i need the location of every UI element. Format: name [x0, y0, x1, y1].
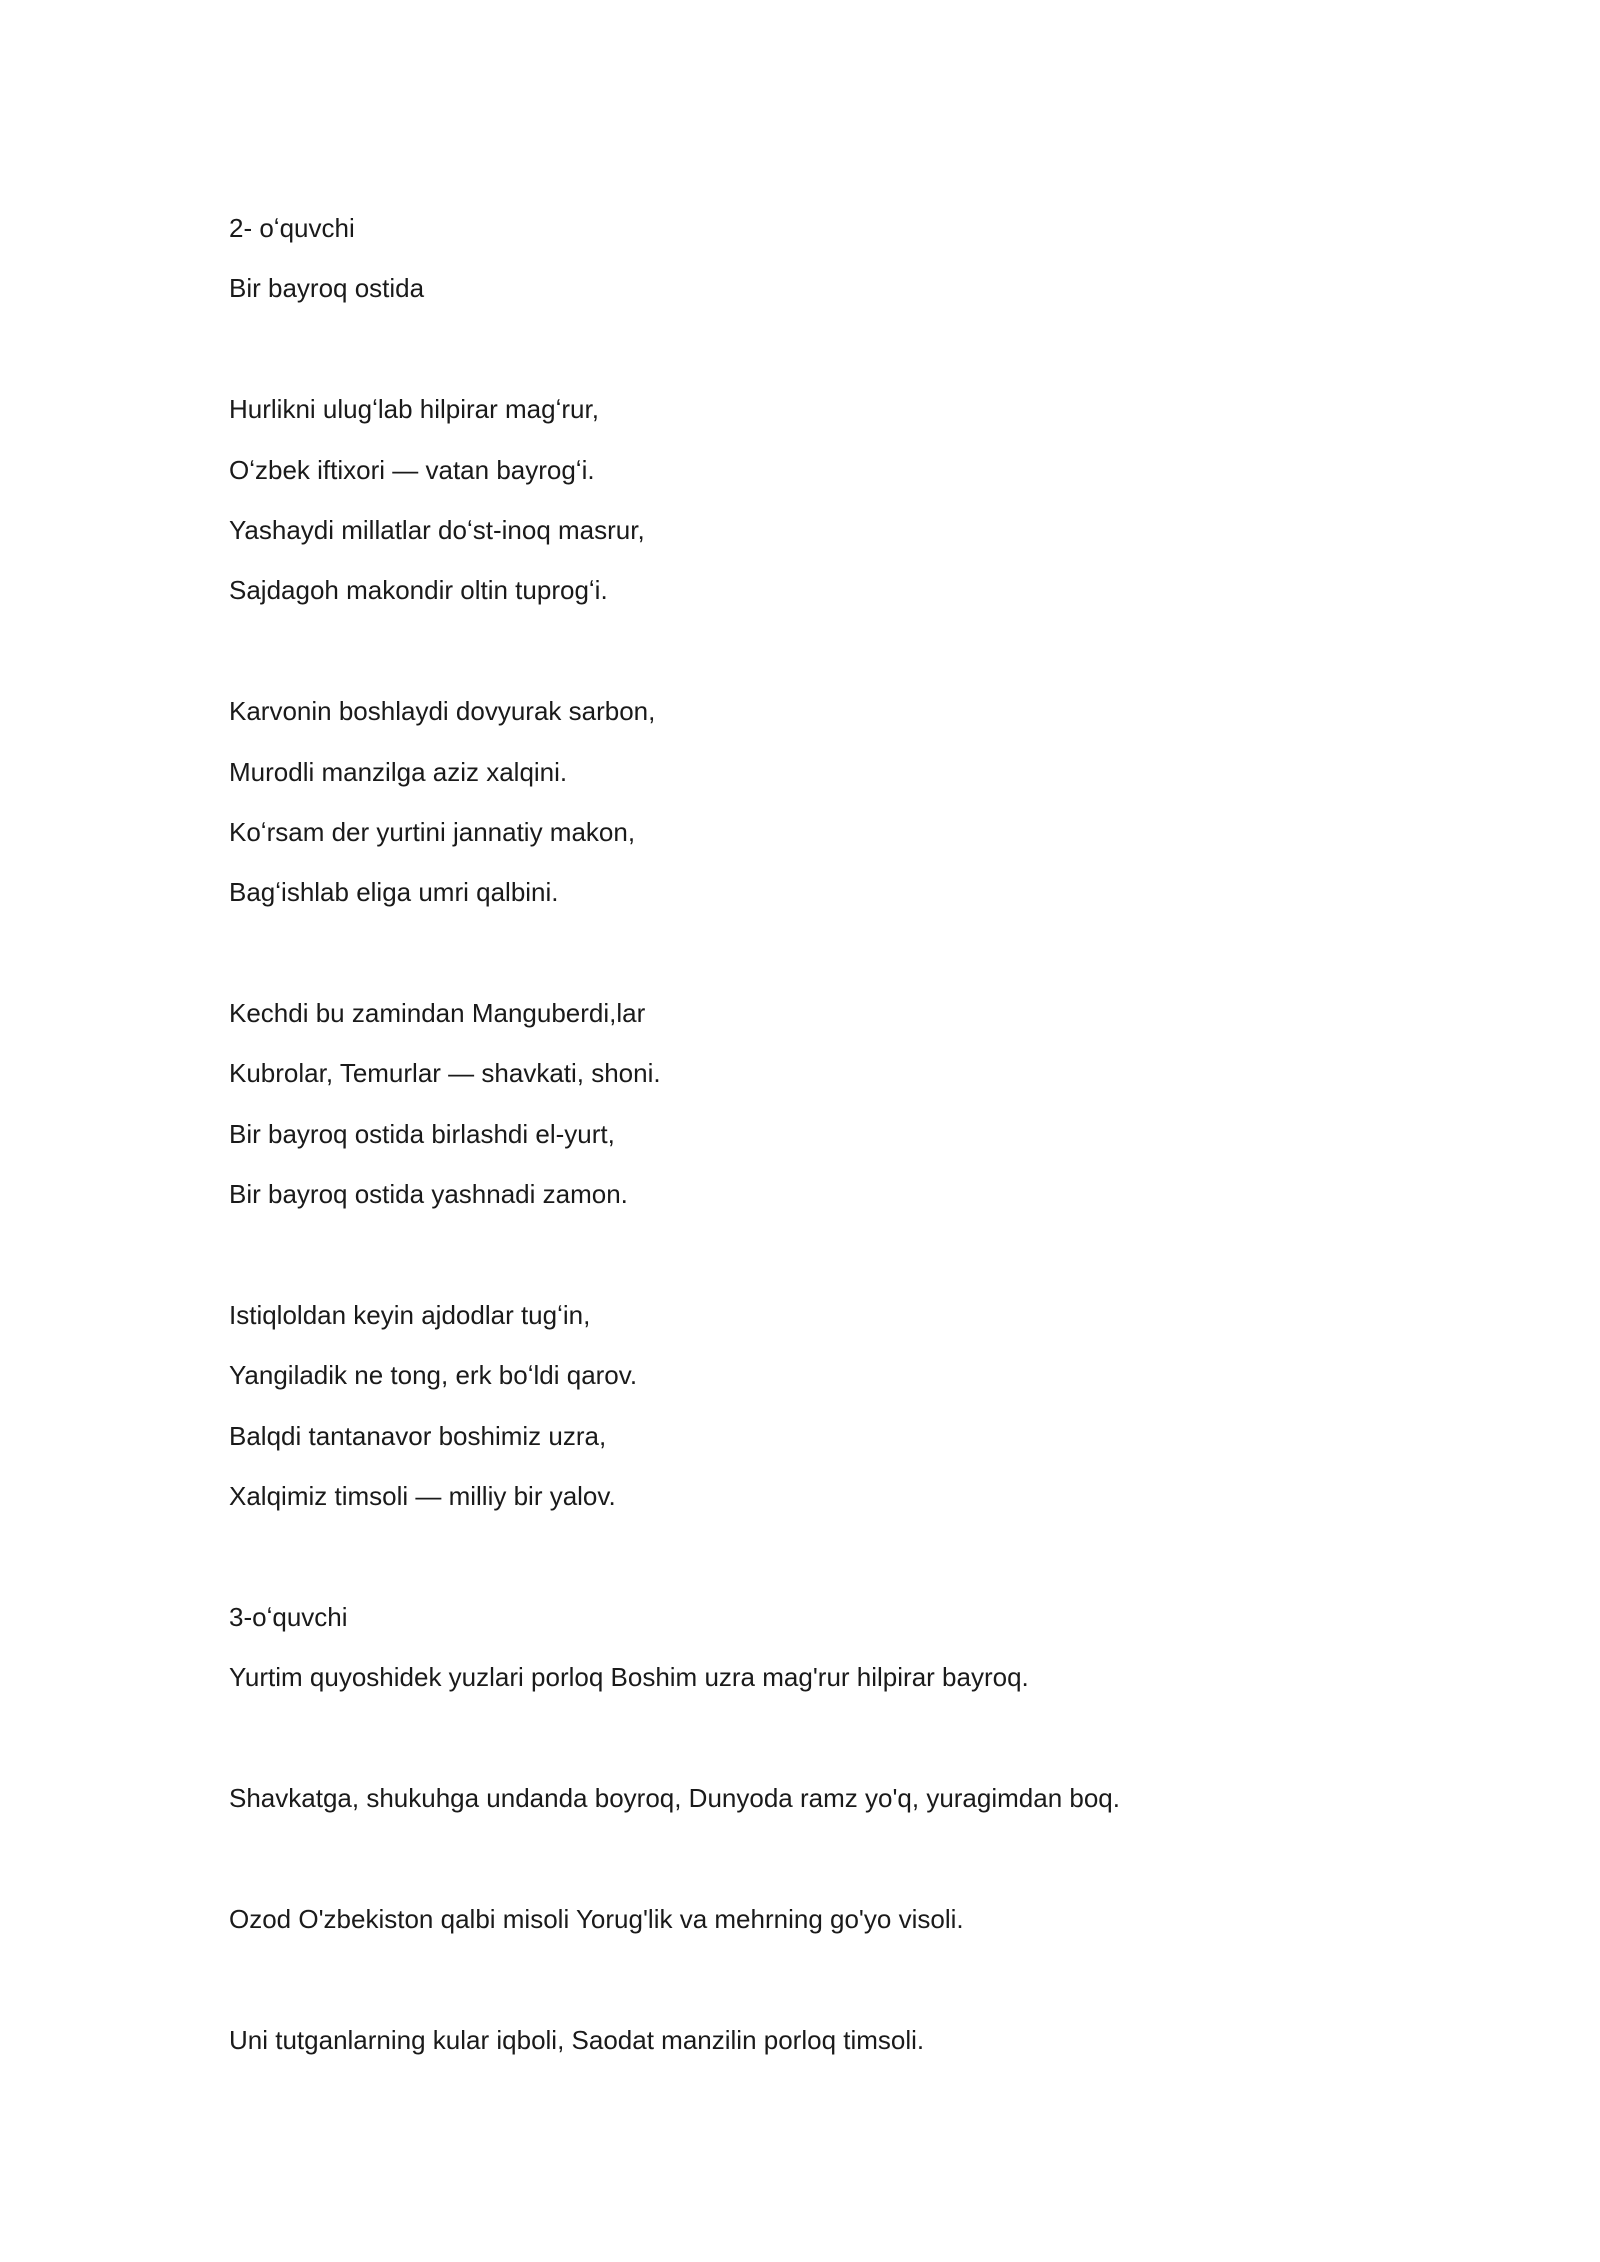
poem-line: Kechdi bu zamindan Manguberdi,lar — [229, 998, 646, 1029]
document-body — [229, 213, 1429, 2085]
poem-line: Koʻrsam der yurtini jannatiy makon, — [229, 816, 636, 847]
poem-line: Oʻzbek iftixori — vatan bayrogʻi. — [229, 454, 595, 485]
poem-line: Bir bayroq ostida birlashdi el-yurt, — [229, 1118, 615, 1149]
poem-line: Yangiladik ne tong, erk boʻldi qarov. — [229, 1360, 638, 1391]
blank-line — [229, 334, 1429, 364]
blank-line — [229, 938, 1429, 968]
poem-line: Istiqloldan keyin ajdodlar tugʻin, — [229, 1300, 591, 1331]
poem-line: Bagʻishlab eliga umri qalbini. — [229, 877, 559, 908]
poem-line: Kubrolar, Temurlar — shavkati, shoni. — [229, 1058, 661, 1089]
poem-line: Murodli manzilga aziz xalqini. — [229, 756, 568, 787]
poem-line: Karvonin boshlaydi dovyurak sarbon, — [229, 696, 656, 727]
blank-line — [229, 1542, 1429, 1572]
poem-line: Ozod O'zbekiston qalbi misoli Yorug'lik va mehrning go'yo visoli. — [229, 1903, 964, 1934]
speaker-label: 3-oʻquvchi — [229, 1601, 348, 1632]
blank-line — [229, 1844, 1429, 1874]
poem-line: Shavkatga, shukuhga undanda boyroq, Dunyoda ramz yo'q, yuragimdan boq. — [229, 1783, 1120, 1814]
poem-line: Sajdagoh makondir oltin tuprogʻi. — [229, 575, 608, 606]
blank-line — [229, 1240, 1429, 1270]
poem-line: Bir bayroq ostida yashnadi zamon. — [229, 1179, 628, 1210]
speaker-label: 2- oʻquvchi — [229, 213, 355, 243]
blank-line — [229, 1723, 1429, 1753]
poem-line: Yurtim quyoshidek yuzlari porloq Boshim uzra mag'rur hilpirar bayroq. — [229, 1662, 1029, 1693]
poem-title: Bir bayroq ostida — [229, 273, 425, 304]
poem-line: Xalqimiz timsoli — milliy bir yalov. — [229, 1481, 616, 1512]
poem-line: Yashaydi millatlar doʻst-inoq masrur, — [229, 514, 645, 545]
blank-line — [229, 636, 1429, 666]
poem-line: Balqdi tantanavor boshimiz uzra, — [229, 1420, 607, 1451]
poem-line: Uni tutganlarning kular iqboli, Saodat manzilin porloq timsoli. — [229, 2024, 925, 2055]
blank-line — [229, 1964, 1429, 1994]
poem-line: Hurlikni ulugʻlab hilpirar magʻrur, — [229, 394, 599, 425]
